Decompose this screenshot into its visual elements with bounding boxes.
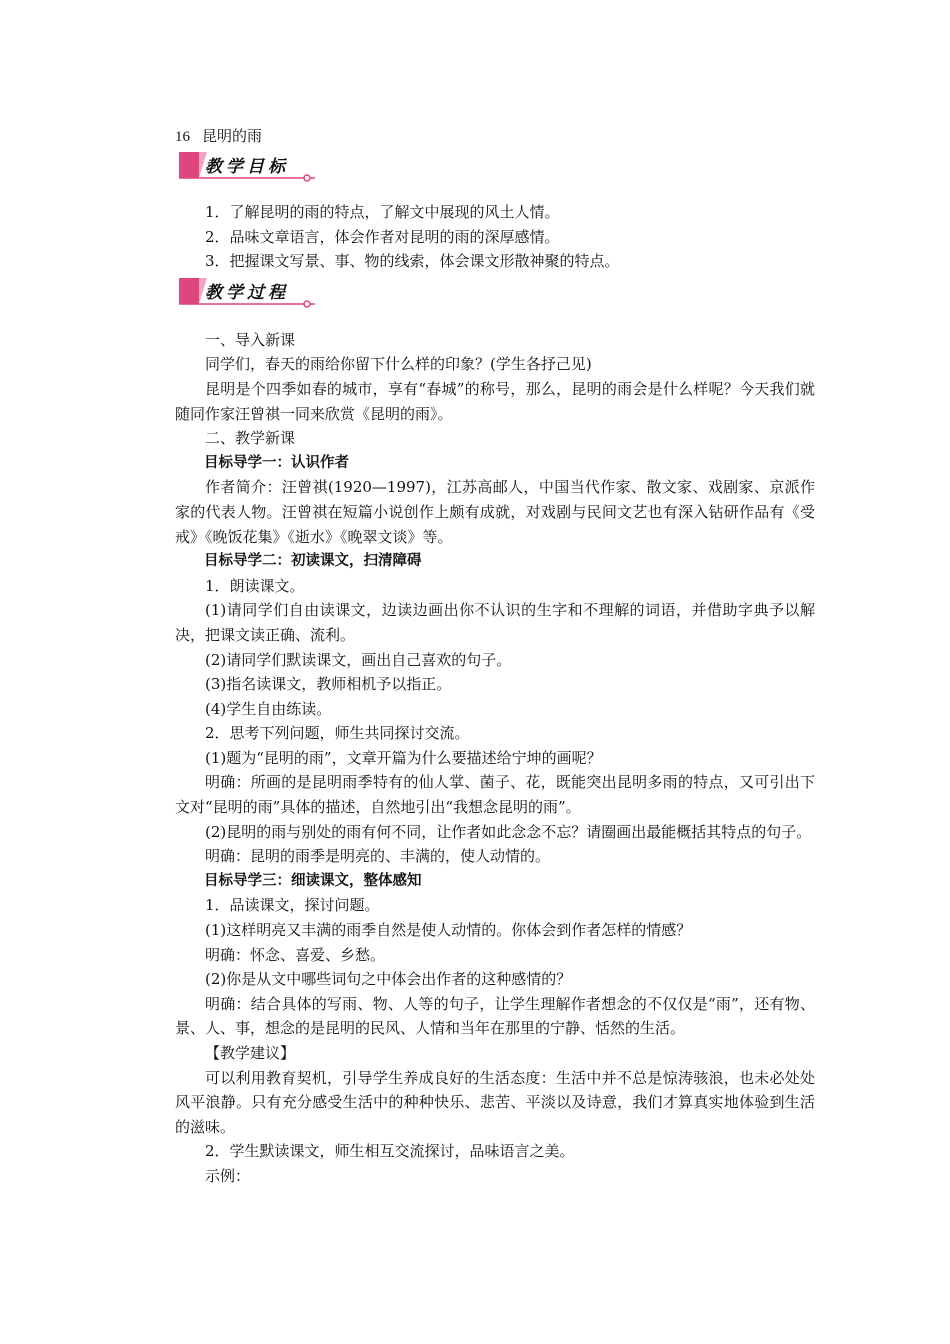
paragraph: (3)指名读课文，教师相机予以指正。 [205, 675, 452, 694]
subsection-heading: 目标导学三：细读课文，整体感知 [204, 872, 422, 889]
section-heading-goals: 教学目标 [205, 157, 289, 177]
paragraph: (2)昆明的雨与别处的雨有何不同，让作者如此念念不忘？请圈画出最能概括其特点的句子。 [205, 822, 812, 841]
paragraph: (2)请同学们默读课文，画出自己喜欢的句子。 [205, 650, 512, 669]
paragraph: 作者简介：汪曾祺(1920—1997)，江苏高邮人，中国当代作家、散文家、戏剧家、京派作家的代表人物。汪曾祺在短篇小说创作上颇有成就，对戏剧与民间文艺也有深入钻研作品有《受戒》《晚饭花集》《逝水》《晚翠文谈》等。 [175, 478, 815, 546]
goal-item: 2．品味文章语言，体会作者对昆明的雨的深厚感情。 [205, 227, 560, 246]
paragraph: (1)题为“昆明的雨”，文章开篇为什么要描述给宁坤的画呢？ [205, 748, 602, 767]
subsection-heading: 目标导学二：初读课文，扫清障碍 [204, 553, 422, 570]
paragraph: 明确：怀念、喜爱、乡愁。 [205, 945, 386, 964]
section-banner-process [177, 274, 815, 308]
paragraph: 昆明是个四季如春的城市，享有“春城”的称号，那么，昆明的雨会是什么样呢？今天我们就随同作家汪曾祺一同来欣赏《昆明的雨》。 [175, 379, 815, 423]
lesson-title [175, 124, 815, 148]
paragraph: 2．思考下列问题，师生共同探讨交流。 [205, 724, 470, 743]
section-heading: 一、导入新课 [205, 330, 296, 349]
goal-item: 3．把握课文写景、事、物的线索，体会课文形散神聚的特点。 [205, 252, 620, 271]
section-banner-goals [177, 148, 815, 182]
paragraph: (1)请同学们自由读课文，边读边画出你不认识的生字和不理解的词语，并借助字典予以解决，把课文读正确、流利。 [175, 601, 815, 644]
lesson-number: 16 [175, 129, 190, 145]
paragraph: (2)你是从文中哪些词句之中体会出作者的这种感情的？ [205, 970, 572, 989]
lesson-title-text: 昆明的雨 [202, 127, 263, 145]
paragraph: 明确：结合具体的写雨、物、人等的句子，让学生理解作者想念的不仅仅是“雨”，还有物、景、人、事，想念的是昆明的民风、人情和当年在那里的宁静、恬然的生活。 [175, 994, 815, 1038]
lesson-content [175, 124, 815, 1189]
subsection-heading: 目标导学一：认识作者 [204, 454, 349, 471]
paragraph: 可以利用教育契机，引导学生养成良好的生活态度：生活中并不总是惊涛骇浪，也未必处处风平浪静。只有充分感受生活中的种种快乐、悲苦、平淡以及诗意，我们才算真实地体验到生活的滋味。 [175, 1068, 815, 1136]
section-heading: 二、教学新课 [205, 429, 296, 448]
paragraph: 1．品读课文，探讨问题。 [205, 896, 380, 915]
paragraph: 2．学生默读课文，师生相互交流探讨，品味语言之美。 [205, 1142, 575, 1161]
paragraph: (1)这样明亮又丰满的雨季自然是使人动情的。你体会到作者怎样的情感？ [205, 921, 692, 940]
paragraph: 【教学建议】 [205, 1044, 296, 1062]
paragraph: (4)学生自由练读。 [205, 699, 332, 718]
section-heading-process: 教学过程 [205, 282, 289, 303]
paragraph: 明确：所画的是昆明雨季特有的仙人掌、菌子、花，既能突出昆明多雨的特点，又可引出下文对“昆明的雨”具体的描述，自然地引出“我想念昆明的雨”。 [175, 773, 815, 817]
goal-item: 1．了解昆明的雨的特点，了解文中展现的风土人情。 [205, 203, 560, 221]
paragraph: 1．朗读课文。 [205, 576, 305, 595]
paragraph: 示例： [205, 1166, 251, 1185]
paragraph: 同学们，春天的雨给你留下什么样的印象？(学生各抒己见) [205, 355, 592, 374]
paragraph: 明确：昆明的雨季是明亮的、丰满的，使人动情的。 [205, 847, 551, 866]
